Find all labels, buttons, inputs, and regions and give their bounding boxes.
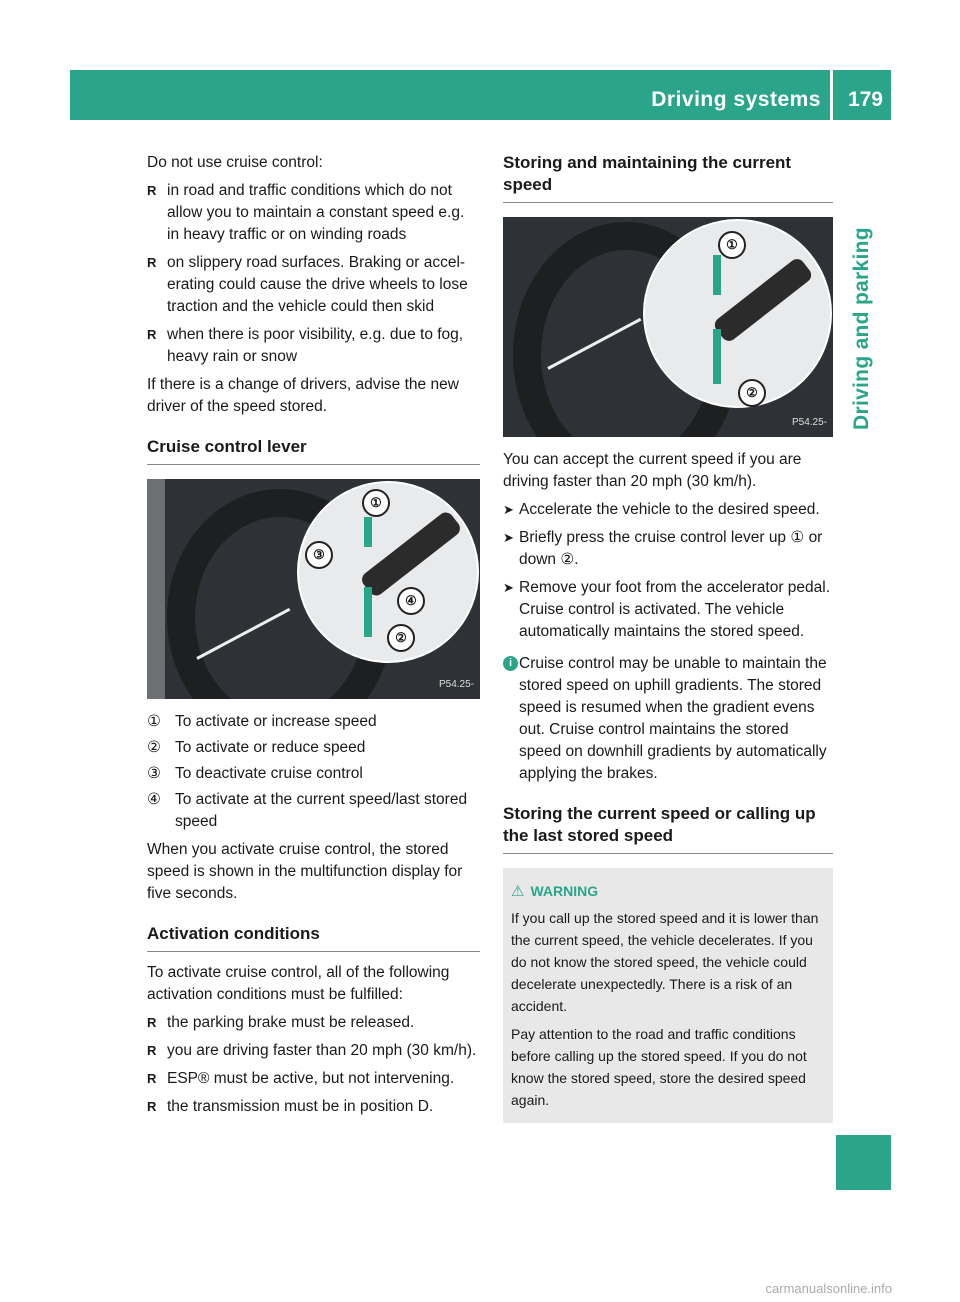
legend-item: ③ To deactivate cruise control	[147, 765, 363, 782]
legend-item: ① To activate or increase speed	[147, 713, 377, 730]
cruise-lever-image: ① ② ③ ④ P54.25-	[147, 479, 480, 699]
list-item: R the transmission must be in position D.	[147, 1098, 434, 1115]
step-item: ➤ Briefly press the cruise control lever up ① or down ②.	[503, 529, 823, 568]
activation-intro: To activate cruise control, all of the following activation conditions must be fulfilled:	[147, 964, 450, 1003]
chapter-tab: Driving and parking	[850, 227, 873, 430]
page-header	[70, 70, 891, 120]
section-title: Driving systems	[651, 88, 821, 111]
lever-heading: Cruise control lever	[147, 436, 480, 465]
legend-item: ② To activate or reduce speed	[147, 739, 366, 756]
list-item: R on slippery road surfaces. Braking or accelerating could cause the drive wheels to lose traction and the vehicle could then skid	[147, 254, 468, 315]
watermark: carmanualsonline.info	[765, 1281, 892, 1296]
cruise-lever-up-down-image: ① ② P54.25-	[503, 217, 833, 437]
list-item: R ESP® must be active, but not intervening.	[147, 1070, 455, 1087]
header-divider	[830, 70, 833, 120]
right-column	[503, 152, 833, 1123]
activation-heading: Activation conditions	[147, 923, 480, 952]
info-note: i Cruise control may be unable to maintain the stored speed on uphill gradients. The stored speed is resumed when the gradient evens out. Cruise control maintains the stored speed on downhill gradients by automatically applying the brakes.	[503, 653, 833, 785]
legend-item: ④ To activate at the current speed/last stored speed	[147, 791, 468, 830]
list-item: R in road and traffic conditions which do not allow you to maintain a constant speed e.g. in heavy traffic or on winding roads	[147, 182, 465, 243]
left-column	[147, 152, 480, 1124]
step-item: ➤ Remove your foot from the accelerator pedal. Cruise control is activated. The vehicle automatically maintains the stored speed.	[503, 579, 831, 640]
display-note: When you activate cruise control, the stored speed is shown in the multifunction display for five seconds.	[147, 841, 463, 902]
storing-heading: Storing and maintaining the current speed	[503, 152, 833, 203]
list-item: R you are driving faster than 20 mph (30 km/h).	[147, 1042, 477, 1059]
page-number: 179	[847, 88, 883, 111]
warning-box: ⚠ WARNING If you call up the stored speed and it is lower than the current speed, the vehicle decelerates. If you do not know the stored speed, the vehicle could decelerate unexpectedly. There is a risk of an accident. Pay attention to the road and traffic conditions before calling up the stored speed. If you do not know the stored speed, store the desired speed again.	[503, 868, 833, 1123]
chapter-marker	[836, 1135, 891, 1190]
accept-text: You can accept the current speed if you are driving faster than 20 mph (30 km/h).	[503, 451, 802, 490]
list-item: R when there is poor visibility, e.g. due to fog, heavy rain or snow	[147, 326, 464, 365]
list-item: R the parking brake must be released.	[147, 1014, 415, 1031]
driver-change-text: If there is a change of drivers, advise the new driver of the speed stored.	[147, 376, 459, 415]
calling-heading: Storing the current speed or calling up the last stored speed	[503, 803, 833, 854]
warning-icon: ⚠	[511, 883, 525, 900]
step-item: ➤ Accelerate the vehicle to the desired speed.	[503, 501, 820, 518]
info-icon: i	[503, 656, 518, 671]
intro-text: Do not use cruise control:	[147, 154, 323, 171]
